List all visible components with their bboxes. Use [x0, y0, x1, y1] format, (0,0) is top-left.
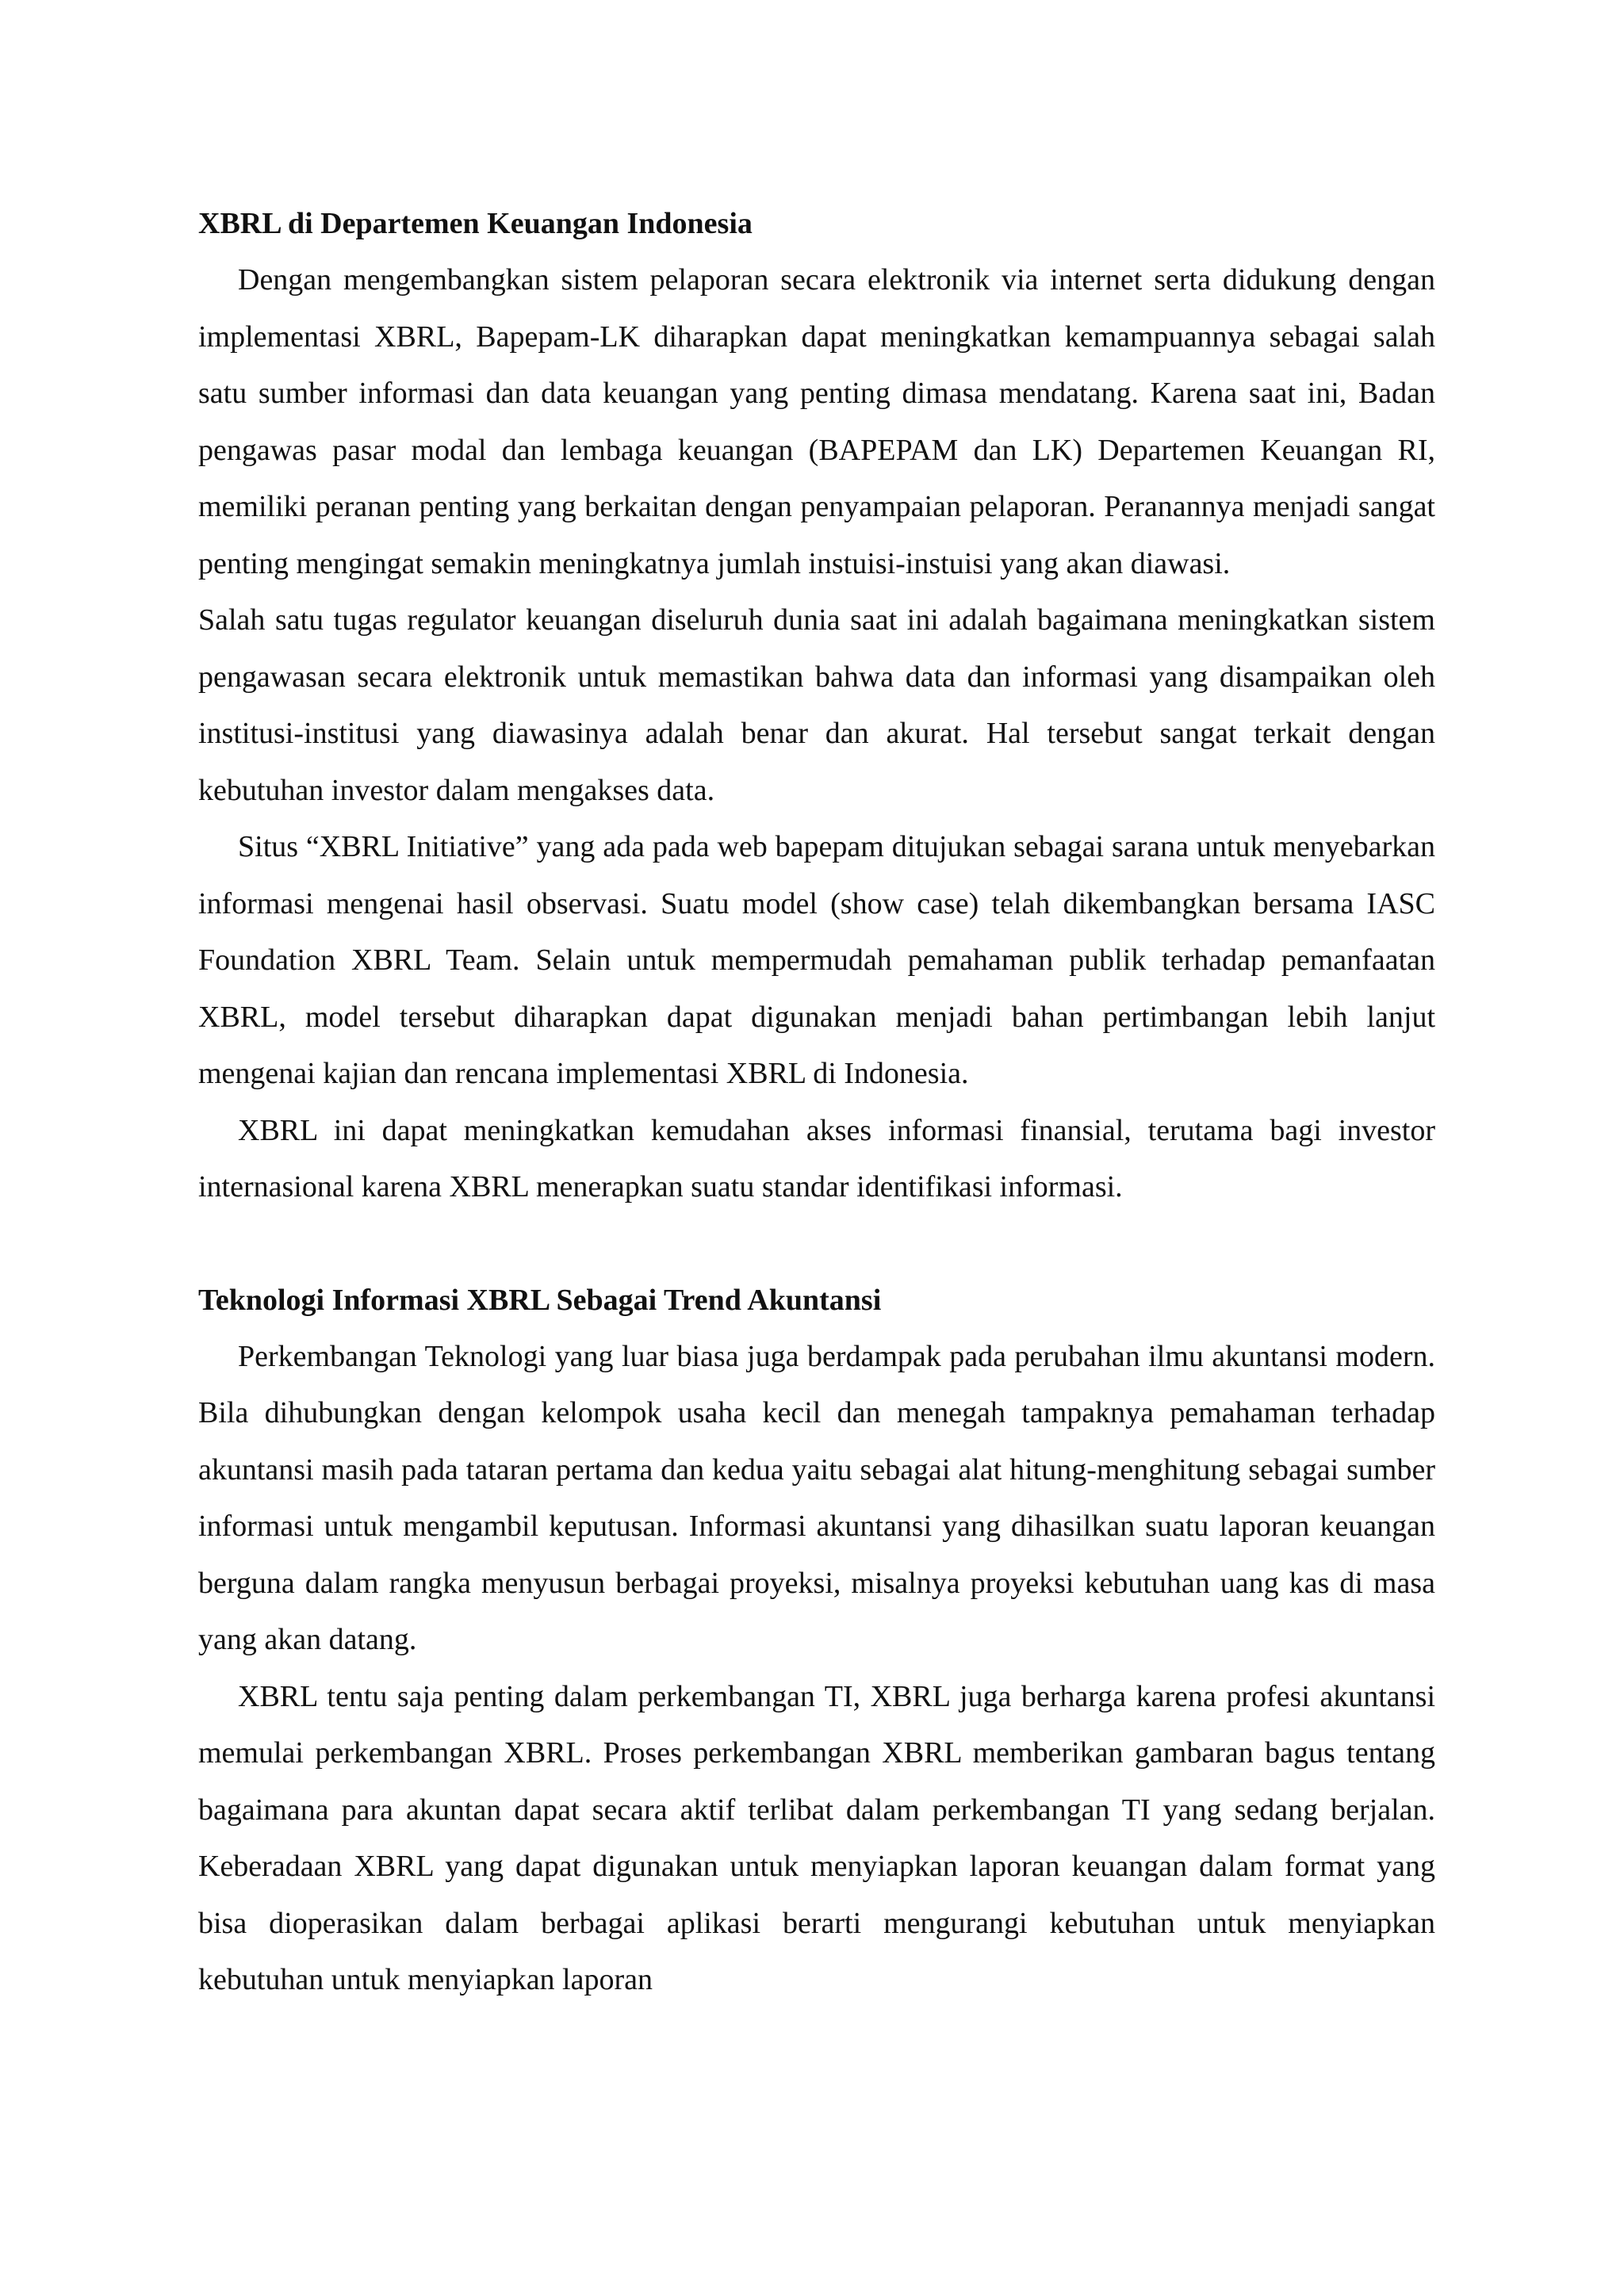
- paragraph: Perkembangan Teknologi yang luar biasa juga berdampak pada perubahan ilmu akuntansi modern. Bila dihubungkan dengan kelompok usaha kecil dan menegah tampaknya pemahaman terhadap akuntansi masih pada tataran pertama dan kedua yaitu sebagai alat hitung-menghitung sebagai sumber informasi untuk mengambil keputusan. Informasi akuntansi yang dihasilkan suatu laporan keuangan berguna dalam rangka menyusun berbagai proyeksi, misalnya proyeksi kebutuhan uang kas di masa yang akan datang.: [198, 1339, 1435, 1656]
- paragraph: Salah satu tugas regulator keuangan diseluruh dunia saat ini adalah bagaimana meningkatkan sistem pengawasan secara elektronik untuk memastikan bahwa data dan informasi yang disampaikan oleh institusi-institusi yang diawasinya adalah benar dan akurat. Hal tersebut sangat terkait dengan kebutuhan investor dalam mengakses data.: [198, 603, 1435, 807]
- paragraph: Situs “XBRL Initiative” yang ada pada web bapepam ditujukan sebagai sarana untuk menyebarkan informasi mengenai hasil observasi. Suatu model (show case) telah dikembangkan bersama IASC Foundation XBRL Team. Selain untuk mempermudah pemahaman publik terhadap pemanfaatan XBRL, model tersebut diharapkan dapat digunakan menjadi bahan pertimbangan lebih lanjut mengenai kajian dan rencana implementasi XBRL di Indonesia.: [198, 830, 1435, 1090]
- paragraph: Dengan mengembangkan sistem pelaporan secara elektronik via internet serta didukung dengan implementasi XBRL, Bapepam-LK diharapkan dapat meningkatkan kemampuannya sebagai salah satu sumber informasi dan data keuangan yang penting dimasa mendatang. Karena saat ini, Badan pengawas pasar modal dan lembaga keuangan (BAPEPAM dan LK) Departemen Keuangan RI, memiliki peranan penting yang berkaitan dengan penyampaian pelaporan. Peranannya menjadi sangat penting mengingat semakin meningkatnya jumlah instuisi-instuisi yang akan diawasi.: [198, 263, 1435, 580]
- paragraph: XBRL tentu saja penting dalam perkembangan TI, XBRL juga berharga karena profesi akuntansi memulai perkembangan XBRL. Proses perkembangan XBRL memberikan gambaran bagus tentang bagaimana para akuntan dapat secara aktif terlibat dalam perkembangan TI yang sedang berjalan. Keberadaan XBRL yang dapat digunakan untuk menyiapkan laporan keuangan dalam format yang bisa dioperasikan dalam berbagai aplikasi berarti mengurangi kebutuhan untuk menyiapkan kebutuhan untuk menyiapkan laporan: [198, 1679, 1435, 1996]
- section-heading-xbrl-depkeu: XBRL di Departemen Keuangan Indonesia: [198, 207, 753, 240]
- paragraph: XBRL ini dapat meningkatkan kemudahan akses informasi finansial, terutama bagi investor internasional karena XBRL menerapkan suatu standar identifikasi informasi.: [198, 1113, 1435, 1203]
- section-spacer: [198, 1216, 1435, 1272]
- document-page: [198, 195, 1435, 2009]
- section-heading-xbrl-trend: Teknologi Informasi XBRL Sebagai Trend Akuntansi: [198, 1283, 882, 1317]
